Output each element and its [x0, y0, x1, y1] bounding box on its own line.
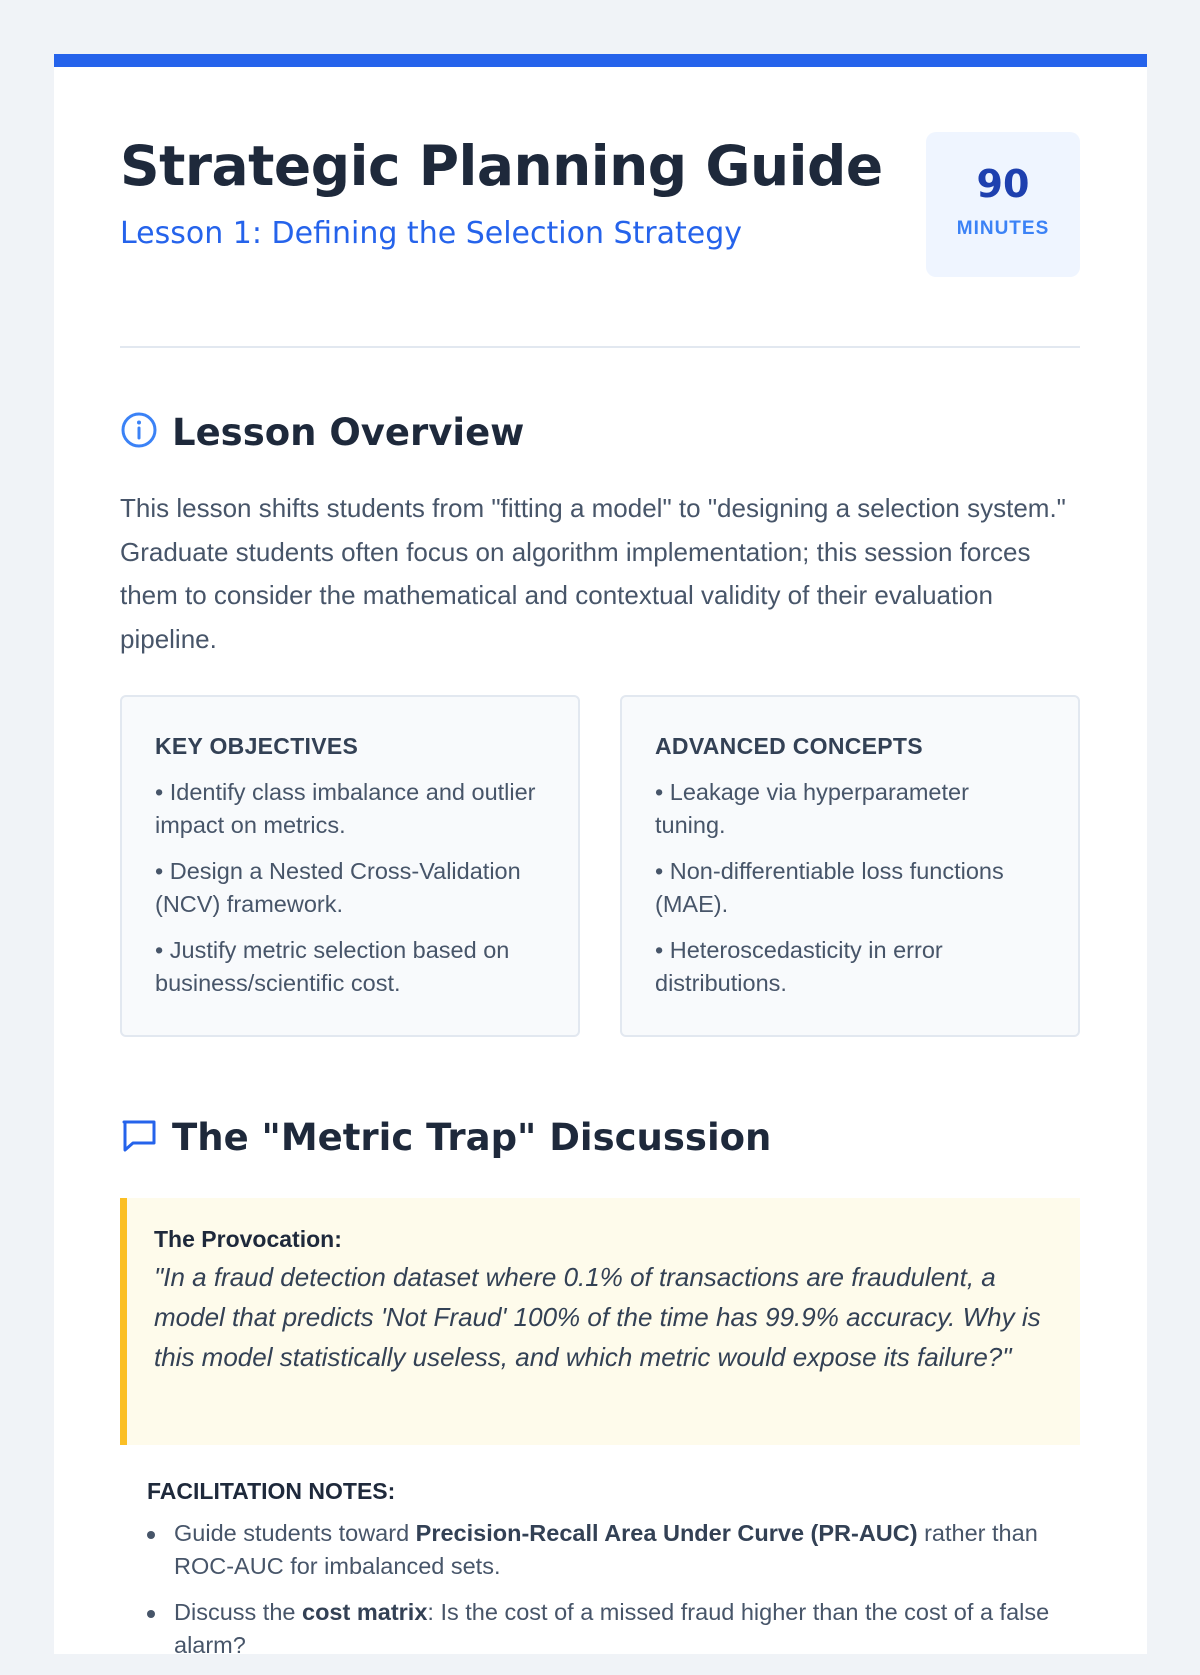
duration-unit: MINUTES [956, 218, 1050, 239]
list-item: • Justify metric selection based on business/scientific cost. [155, 937, 510, 996]
provocation-callout [120, 1198, 1080, 1445]
overview-text: This lesson shifts students from "fitting a model" to "designing a selection system." Graduate students often focus on algorithm implementation; this session forces them to consider the mathematical and contextual validity of their evaluation pipeline. [120, 493, 1066, 654]
page-title: Strategic Planning Guide [120, 134, 883, 198]
note-text-after: rather than ROC-AUC for imbalanced sets. [174, 1520, 1038, 1579]
discussion-section-header [120, 1116, 771, 1159]
lesson-card [54, 54, 1147, 1658]
lesson-header [120, 132, 1080, 282]
provocation-quote: "In a fraud detection dataset where 0.1% of transactions are fraudulent, a model that predicts 'Not Fraud' 100% of the time has 99.9% accuracy. Why is this model statistically useless, and which metric would expose its failure?" [154, 1262, 1041, 1372]
note-text-before: Guide students toward [174, 1520, 416, 1546]
list-item: • Leakage via hyperparameter tuning. [655, 779, 969, 838]
provocation-label: The Provocation: [154, 1226, 342, 1252]
advanced-concepts-box [620, 695, 1080, 1037]
advanced-concepts-heading: ADVANCED CONCEPTS [655, 733, 923, 759]
note-text-before: Discuss the [174, 1599, 302, 1625]
list-item: • Design a Nested Cross-Validation (NCV) framework. [155, 858, 521, 917]
advanced-concepts-list [655, 776, 1045, 1000]
list-item: • Heteroscedasticity in error distributions. [655, 937, 943, 996]
note-text-bold: Precision-Recall Area Under Curve (PR-AUC) [415, 1520, 918, 1546]
key-objectives-heading: KEY OBJECTIVES [155, 733, 359, 759]
facilitation-notes-label: FACILITATION NOTES: [147, 1478, 396, 1504]
facilitation-notes-list [147, 1517, 1080, 1675]
chat-bubble-icon [120, 1116, 158, 1159]
duration-badge [926, 132, 1080, 277]
overview-section-header [120, 411, 524, 454]
list-item: • Non-differentiable loss functions (MAE). [655, 858, 1004, 917]
lesson-subtitle: Lesson 1: Defining the Selection Strategy [120, 216, 743, 251]
list-item [147, 1517, 1080, 1583]
list-item: • Identify class imbalance and outlier impact on metrics. [155, 779, 536, 838]
list-item [147, 1596, 1080, 1662]
overview-heading: Lesson Overview [172, 411, 525, 454]
note-text-bold: cost matrix [302, 1599, 428, 1625]
key-objectives-box [120, 695, 580, 1037]
info-icon [120, 411, 158, 454]
header-divider [120, 346, 1080, 348]
note-text-after: : Is the cost of a missed fraud higher than the cost of a false alarm? [174, 1599, 1050, 1658]
duration-value: 90 [976, 162, 1030, 206]
key-objectives-list [155, 776, 545, 1000]
discussion-heading: The "Metric Trap" Discussion [172, 1116, 772, 1159]
